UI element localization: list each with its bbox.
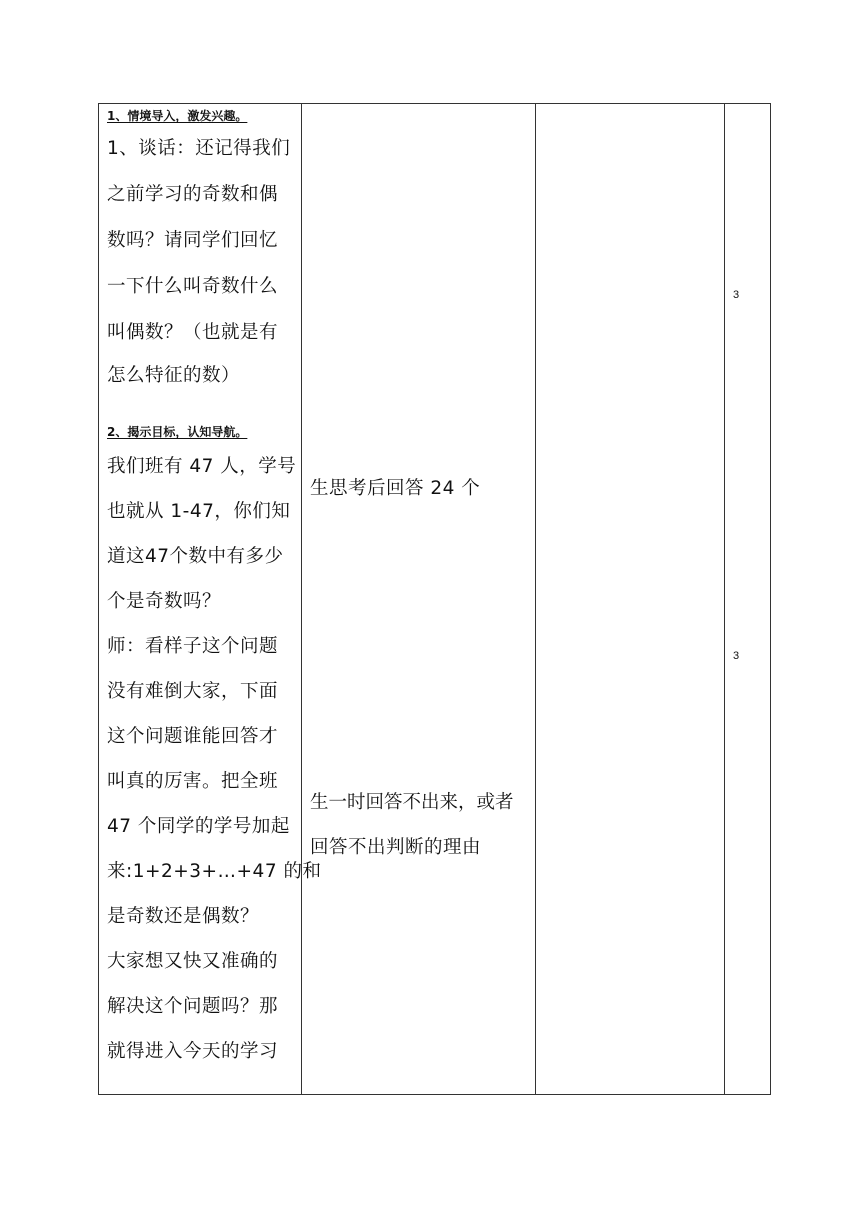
student-answer-2: 生一时回答不出来，或者 (310, 792, 514, 813)
text-line: 47 个同学的学号加起 (107, 816, 290, 837)
section-heading-1: 1、情境导入，激发兴趣。 (107, 109, 248, 123)
text-line: 也就从 1-47，你们知 (107, 501, 291, 522)
section-heading-2: 2、揭示目标，认知导航。 (107, 425, 248, 439)
column-divider (535, 104, 536, 1094)
text-line: 叫真的厉害。把全班 (107, 771, 279, 792)
text-line: 叫偶数？（也就是有 (107, 322, 279, 343)
text-line: 这个问题谁能回答才 (107, 726, 279, 747)
column-divider (301, 104, 302, 1094)
text-line: 之前学习的奇数和偶 (107, 184, 279, 205)
text-line: 解决这个问题吗？那 (107, 996, 279, 1017)
time-value: 3 (733, 650, 740, 662)
text-line: 怎么特征的数） (107, 365, 241, 386)
column-divider (724, 104, 725, 1094)
time-value: 3 (733, 289, 740, 301)
text-line: 我们班有 47 人，学号 (107, 456, 297, 477)
student-answer-1: 生思考后回答 24 个 (310, 478, 481, 499)
text-line: 道这47个数中有多少 (107, 546, 284, 567)
text-line: 就得进入今天的学习 (107, 1041, 279, 1062)
text-line: 1、谈话：还记得我们 (107, 138, 291, 159)
text-line: 大家想又快又准确的 (107, 951, 279, 972)
text-line: 一下什么叫奇数什么 (107, 276, 279, 297)
text-line: 是奇数还是偶数？ (107, 906, 260, 927)
text-line: 没有难倒大家，下面 (107, 681, 279, 702)
text-line: 师：看样子这个问题 (107, 636, 279, 657)
text-line: 个是奇数吗？ (107, 591, 222, 612)
text-line: 数吗？请同学们回忆 (107, 230, 279, 251)
text-line: 来:1+2+3+…+47 的和 (107, 861, 322, 882)
student-answer-2: 回答不出判断的理由 (310, 837, 482, 858)
